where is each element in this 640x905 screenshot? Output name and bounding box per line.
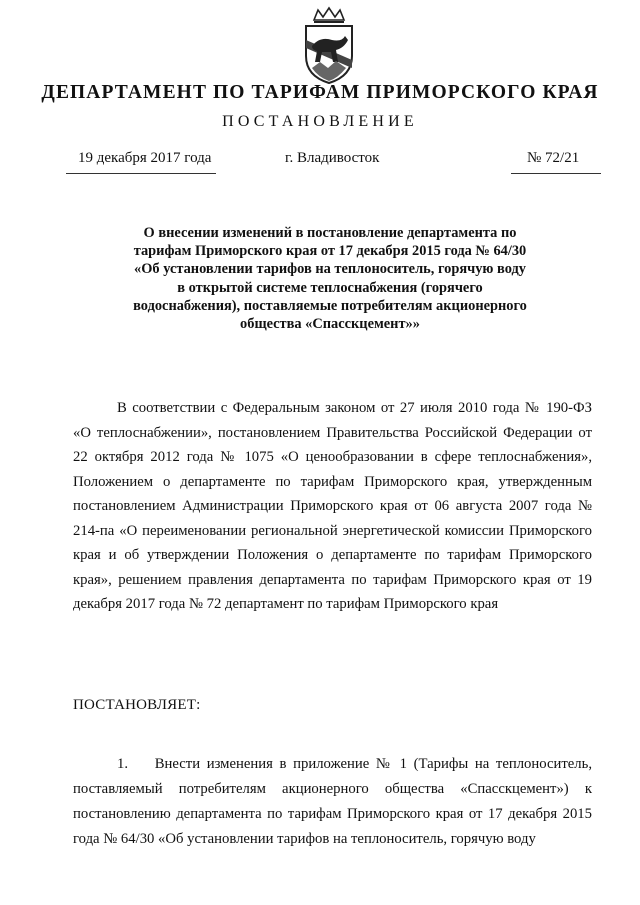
department-title: ДЕПАРТАМЕНТ ПО ТАРИФАМ ПРИМОРСКОГО КРАЯ	[41, 82, 599, 103]
item-block	[73, 752, 592, 852]
document-type: ПОСТАНОВЛЕНИЕ	[222, 113, 418, 130]
number-underline	[511, 173, 601, 174]
document-subject: О внесении изменений в постановление департамента по тарифам Приморского края от 17 декабря 2015 года № 64/30 «Об установлении тарифов на теплоноситель, горячую воду в открытой системе теплоснабжения (горячего водоснабжения), поставляемые потребителям акционерного общества «Спасскцемент»»	[133, 225, 527, 333]
document-number: № 72/21	[527, 150, 580, 166]
document-date: 19 декабря 2017 года	[78, 150, 212, 166]
item-1-paragraph: 1. Внести изменения в приложение № 1 (Тарифы на теплоноситель, поставляемый потребителям акционерного общества «Спасскцемент») к постановлению департамента по тарифам Приморского края от 17 декабря 2015 года № 64/30 «Об установлении тарифов на теплоноситель, горячую воду	[73, 756, 592, 847]
document-city: г. Владивосток	[285, 150, 380, 166]
date-underline	[66, 173, 216, 174]
resolves-heading: ПОСТАНОВЛЯЕТ:	[73, 697, 201, 713]
preamble-block	[73, 396, 592, 617]
coat-of-arms-icon	[298, 6, 360, 86]
preamble-paragraph: В соответствии с Федеральным законом от 27 июля 2010 года № 190-ФЗ «О теплоснабжении», постановлением Правительства Российской Федерации от 22 октября 2012 года № 1075 «О ценообразовании в сфере теплоснабжения», Положением о департаменте по тарифам Приморского края, утвержденным постановлением Администрации Приморского края от 06 августа 2007 года № 214-па «О переименовании региональной энергетической комиссии Приморского края и об утверждении Положения о департаменте по тарифам Приморского края», решением правления департамента по тарифам Приморского края от 19 декабря 2017 года № 72 департамент по тарифам Приморского края	[73, 400, 592, 612]
